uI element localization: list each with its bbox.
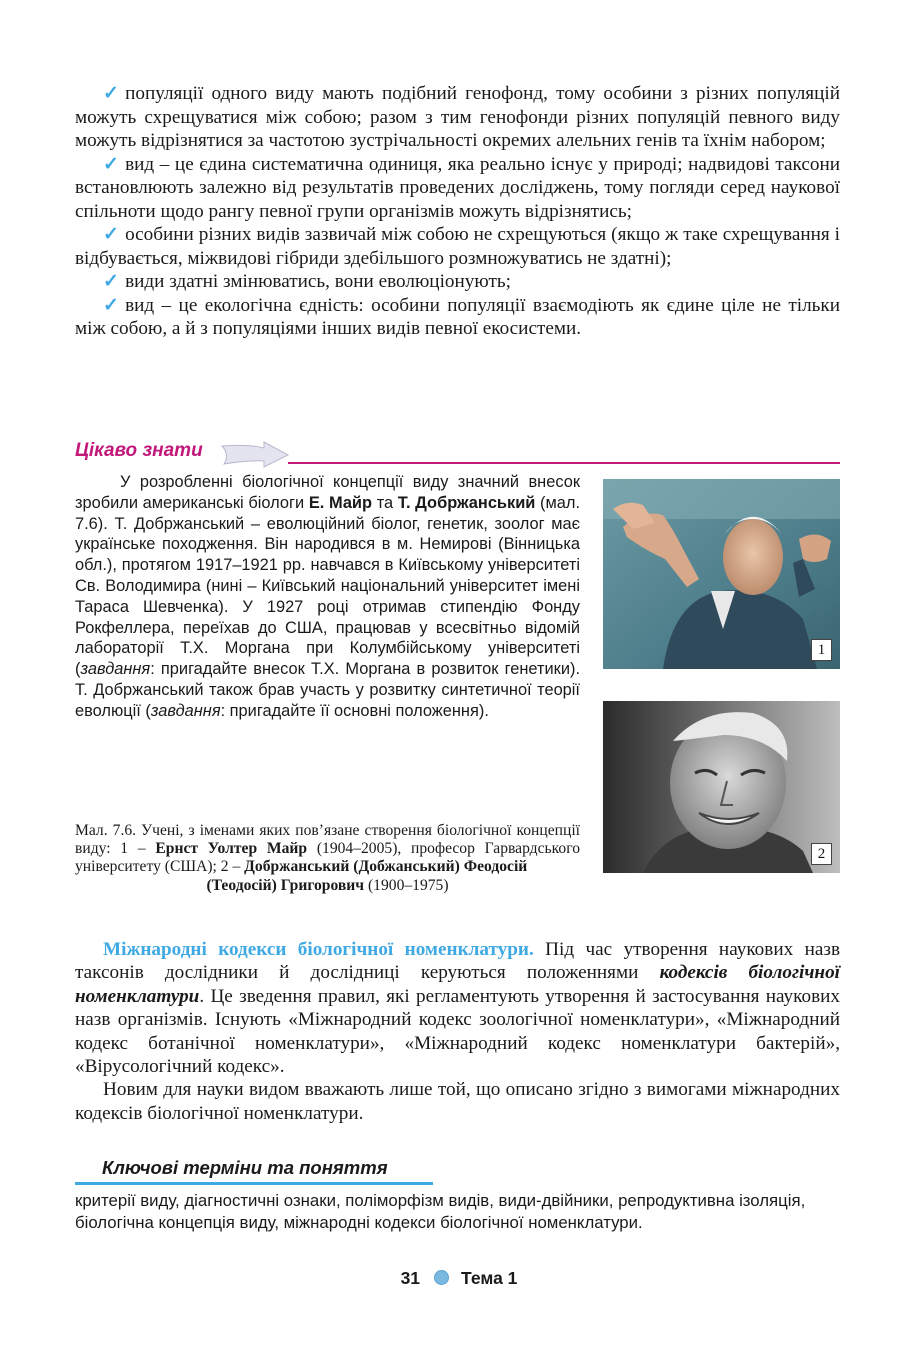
figure-caption: Мал. 7.6. Учені, з іменами яких пов’язане створення біологічної концепції виду: 1 – Ернст Уолтер Майр (1904–2005), професор Гарвардського університету (США); 2 – Добржанський (Добжанський) Феодосій (Теодосій) Григорович (1900–1975) bbox=[75, 822, 581, 894]
interesting-to-know-text bbox=[75, 472, 580, 722]
checkmark-icon: ✓ bbox=[103, 83, 120, 104]
topic-label: Тема 1 bbox=[461, 1268, 518, 1288]
list-item: ✓ особини різних видів зазвичай між собою не схрещуються (якщо ж таке схрещування і відбувається, міжвидові гібриди здебільшого розмножуватись не здатні); bbox=[75, 224, 840, 269]
photo-number: 1 bbox=[811, 639, 832, 661]
species-criteria-list bbox=[75, 82, 840, 341]
list-item: ✓ вид – це екологічна єдність: особини популяції взаємодіють як єдине ціле не тільки між собою, а й з популяціями інших видів певної екосистеми. bbox=[75, 294, 840, 339]
page-footer bbox=[0, 1268, 918, 1289]
checkmark-icon: ✓ bbox=[103, 224, 120, 245]
interesting-to-know-title: Цікаво знати bbox=[75, 440, 203, 461]
nomenclature-section bbox=[75, 938, 840, 1125]
section-heading: Міжнародні кодекси біологічної номенклатури. bbox=[103, 939, 534, 960]
key-terms-underline bbox=[75, 1182, 433, 1185]
list-item: ✓ види здатні змінюватись, вони еволюціонують; bbox=[103, 271, 511, 292]
checkmark-icon: ✓ bbox=[103, 271, 120, 292]
photo-number: 2 bbox=[811, 843, 832, 865]
arrow-icon bbox=[220, 440, 290, 468]
paragraph: Міжнародні кодекси біологічної номенклатури. Під час утворення наукових назв таксонів дослідники й дослідниці керуються положеннями кодексів біологічної номенклатури. Це зведення правил, які регламентують утворення й застосування наукових назв організмів. Існують «Міжнародний кодекс зоологічної номенклатури», «Міжнародний кодекс ботанічної номенклатури», «Міжнародний кодекс номенклатури бактерій», «Вірусологічний кодекс». bbox=[75, 939, 841, 1078]
list-item: ✓ популяції одного виду мають подібний генофонд, тому особини з різних популяцій можуть схрещуватися між собою; разом з тим генофонди різних популяцій певного виду можуть відрізнятися за частотою зустрічальності окремих алельних генів та їхнім набором; bbox=[75, 83, 840, 151]
checkmark-icon: ✓ bbox=[103, 294, 120, 316]
bullet-dot-icon bbox=[434, 1270, 449, 1285]
key-terms-title: Ключові терміни та поняття bbox=[102, 1157, 388, 1178]
paragraph: У розробленні біологічної концепції виду значний внесок зробили американські біологи Е. Майр та Т. Добржанський (мал. 7.6). Т. Добржанський – еволюційний біолог, генетик, зоолог має українське походження. Він народився в м. Немирові (Вінницька обл.), протягом 1917–1921 рр. навчався в Київському університеті Св. Володимира (нині – Київський національний університет імені Тараса Шевченка). У 1927 році отримав стипендію Фонду Рокфеллера, переїхав до США, працював у всесвітньо відомій лабораторії Т.Х. Моргана при Колумбійському університеті (завдання: пригадайте внесок Т.Х. Моргана в розвиток генетики). Т. Добржанський також брав участь у розвитку синтетичної теорії еволюції (завдання: пригадайте її основні положення). bbox=[75, 473, 580, 720]
list-item: ✓ вид – це єдина систематична одиниця, яка реально існує у природі; надвидові таксони встановлюють залежно від результатів проведених досліджень, тому погляди серед наукової спільноти щодо рангу певної групи організмів можуть відрізнятись; bbox=[75, 153, 840, 222]
key-term: кодексів біологічної номенклатури bbox=[75, 962, 841, 1007]
page-number: 31 bbox=[400, 1268, 421, 1288]
checkmark-icon: ✓ bbox=[103, 153, 120, 175]
section-divider bbox=[288, 462, 840, 464]
paragraph: Новим для науки видом вважають лише той, що описано згідно з вимогами міжнародних кодексів біологічної номенклатури. bbox=[75, 1079, 840, 1124]
photo-dobzhansky bbox=[603, 701, 840, 873]
portrait-image bbox=[603, 701, 840, 873]
photo-ernst-mayr bbox=[603, 479, 840, 669]
portrait-image bbox=[603, 479, 840, 669]
key-terms-text: критерії виду, діагностичні ознаки, поліморфізм видів, види-двійники, репродуктивна ізоляція, біологічна концепція виду, міжнародні кодекси біологічної номенклатури. bbox=[75, 1191, 806, 1232]
